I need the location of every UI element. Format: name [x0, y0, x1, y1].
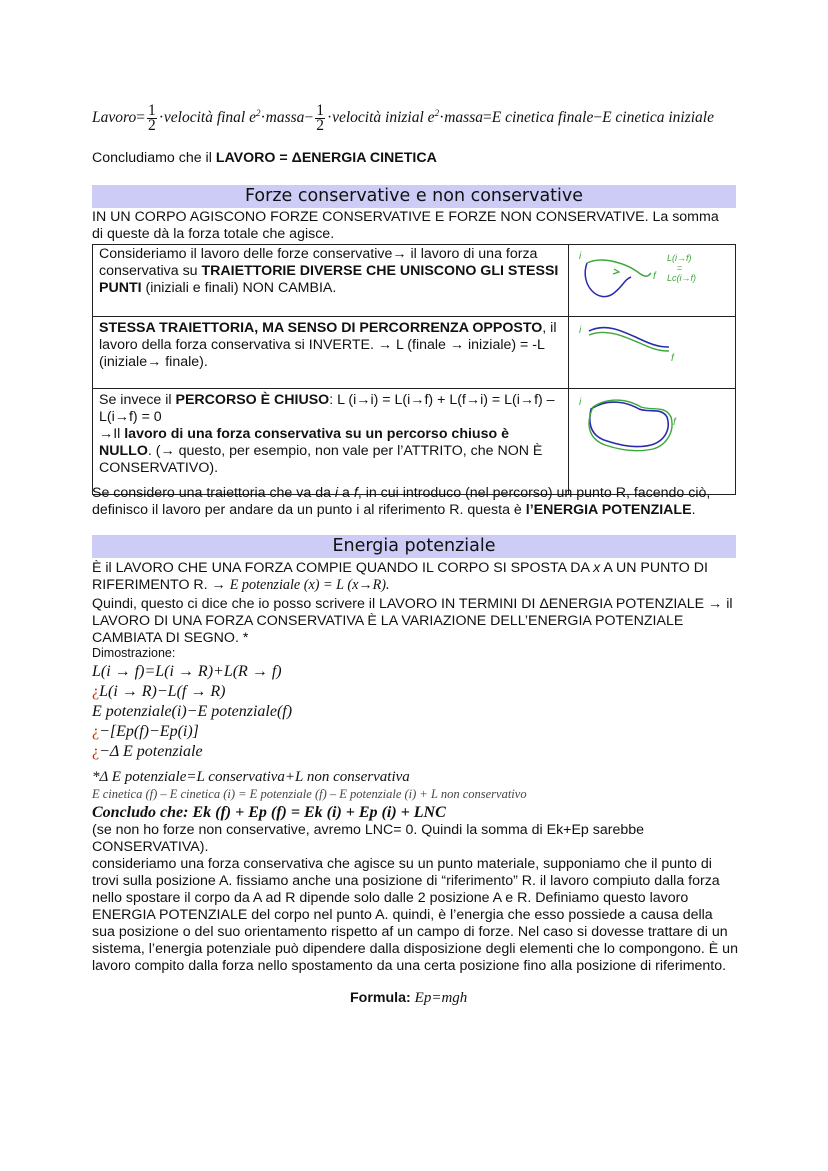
table-row — [93, 317, 736, 389]
formula-label: Formula: — [350, 990, 411, 1006]
dot: · — [326, 109, 333, 127]
demo-label: Dimostrazione: — [92, 646, 176, 660]
sketch-path-green — [589, 332, 669, 351]
row3-bold2: lavoro di una forza conservativa su un percorso chiuso è NULLO — [99, 426, 509, 459]
table-cell-text — [93, 317, 569, 389]
table-cell-sketch — [569, 317, 736, 389]
row3-c: : L (i→i) = L(i→f) + L(f→i) = L(i→f) – L(i→f) = 0 — [99, 392, 555, 425]
demo-pre: ¿ — [92, 743, 100, 760]
demo-pre: ¿ — [92, 683, 100, 700]
after-a: Se considero una traiettoria che va da — [92, 485, 335, 501]
demo-text: L(i → R)−L(f → R) — [99, 683, 226, 700]
table-row — [93, 245, 736, 317]
velocita-iniziale: velocità inizial e — [332, 109, 435, 127]
row1-c: (iniziali e finali) NON CAMBIA. — [141, 280, 337, 296]
demo-text: −[Ep(f)−Ep(i)] — [99, 723, 199, 740]
exp: 2 — [434, 108, 440, 118]
row1-bold: TRAIETTORIE DIVERSE CHE UNISCONO GLI STESSI PUNTI — [99, 263, 559, 296]
sketch-label-i: i — [579, 397, 582, 408]
minus: − — [593, 109, 603, 127]
sketch-opposite-direction — [569, 317, 735, 383]
table-cell-sketch — [569, 245, 736, 317]
after-c: , in cui introduco (nel percorso) un punto R, facendo ciò, definisco il lavoro per andare da un punto i al riferimento R. questa è — [92, 485, 711, 518]
demo-line-4 — [92, 722, 199, 742]
sketch-label-f: f — [653, 271, 656, 282]
forces-table — [92, 244, 736, 495]
frac-den: 2 — [316, 117, 324, 135]
sketch-path-green — [587, 260, 651, 276]
sketch-closed-path — [569, 389, 735, 489]
conclusion-bold: LAVORO = ΔENERGIA CINETICA — [215, 150, 437, 166]
frac-den: 2 — [147, 117, 156, 135]
exp: 2 — [256, 108, 261, 118]
demo-line-5 — [92, 742, 203, 762]
demo-text: −Δ E potenziale — [99, 743, 203, 760]
section-title-forze: Forze conservative e non conservative — [92, 185, 736, 208]
minus: − — [304, 109, 314, 127]
fraction-half — [147, 104, 157, 133]
fraction-half — [315, 104, 325, 133]
demo-text: E potenziale(i)−E potenziale(f) — [92, 703, 293, 720]
frac-num: 1 — [147, 102, 156, 120]
sketch-path-blue — [585, 263, 631, 297]
massa: massa — [265, 109, 305, 127]
p1-x: x — [593, 560, 601, 576]
sketch-eq: = — [677, 263, 683, 273]
arrow-icon — [613, 269, 619, 274]
p1-a: È il LAVORO CHE UNA FORZA COMPIE QUANDO IL CORPO SI SPOSTA DA — [92, 560, 594, 576]
table-cell-text — [93, 389, 569, 495]
row3-f: . (→ questo, per esempio, non vale per l’ATTRITO, che NON È CONSERVATIVO). — [99, 443, 543, 476]
dot: · — [439, 109, 445, 127]
frac-num: 1 — [316, 102, 324, 120]
row2-b: , il lavoro della forza conservativa si INVERTE. → L (finale → iniziale) = -L (iniziale→ finale). — [99, 320, 557, 370]
demo-line-3 — [92, 702, 292, 722]
demo-line-1 — [92, 662, 282, 682]
sketch-label-f: f — [671, 353, 674, 364]
after-i: i — [334, 485, 339, 501]
eq-sign: = — [136, 109, 145, 127]
ec-iniziale: E cinetica iniziale — [602, 109, 714, 127]
note-lnc: (se non ho forze non conservative, avremo LNC= 0. Quindi la somma di Ek+Ep sarebbe CONSERVATIVA). — [92, 822, 645, 855]
energia-potenziale-intro — [92, 485, 736, 519]
dot: · — [260, 109, 266, 127]
table-cell-text — [93, 245, 569, 317]
table-cell-sketch — [569, 389, 736, 495]
conclusion-line — [92, 150, 437, 167]
demo-pre: ¿ — [92, 723, 100, 740]
dot: · — [158, 109, 164, 127]
formula-ep: Ep=mgh — [414, 990, 468, 1006]
sketch-l2: Lc(i→f) — [667, 273, 696, 283]
sketch-label-f: f — [673, 417, 676, 428]
formula-lavoro — [92, 96, 772, 135]
ec-finale: E cinetica finale — [491, 109, 594, 127]
eq-sign: = — [483, 109, 492, 127]
sketch-different-paths — [569, 245, 735, 311]
formula-lavoro-label: Lavoro — [92, 109, 137, 127]
formula-line — [350, 989, 467, 1007]
section-title-energia: Energia potenziale — [92, 535, 736, 558]
sketch-l1: L(i→f) — [667, 253, 692, 263]
star-formula: *Δ E potenziale=L conservativa+L non conservativa — [92, 769, 410, 785]
massa: massa — [444, 109, 483, 127]
row2-bold: STESSA TRAIETTORIA, MA SENSO DI PERCORRENZA OPPOSTO — [99, 320, 543, 336]
sketch-label-i: i — [579, 325, 582, 336]
after-end: . — [691, 502, 696, 518]
after-b: a — [338, 485, 354, 501]
sketch-path-blue — [589, 328, 669, 347]
section2-p1 — [92, 560, 736, 594]
demo-text: L(i → f)=L(i → R)+L(R → f) — [92, 663, 282, 680]
after-f: f — [353, 485, 358, 501]
p1-formula: E potenziale (x) = L (x→R). — [229, 577, 390, 593]
row3-d: →Il — [99, 426, 125, 442]
section1-intro: IN UN CORPO AGISCONO FORZE CONSERVATIVE E FORZE NON CONSERVATIVE. La somma di queste dà la forza totale che agisce. — [92, 209, 719, 242]
section2-p2: Quindi, questo ci dice che io posso scrivere il LAVORO IN TERMINI DI ΔENERGIA POTENZIALE → il LAVORO DI UNA FORZA CONSERVATIVA È LA VARIAZIONE DELL’ENERGIA POTENZIALE CAMBIATA DI SEGNO. * — [92, 596, 733, 646]
p1-b: A UN PUNTO DI RIFERIMENTO R. → — [92, 560, 708, 593]
row3-bold: PERCORSO È CHIUSO — [175, 392, 330, 408]
after-bold: l’ENERGIA POTENZIALE — [525, 502, 692, 518]
velocita-finale: velocità final e — [163, 109, 256, 127]
sketch-loop-green — [589, 400, 672, 451]
main-paragraph: consideriamo una forza conservativa che agisce su un punto materiale, supponiamo che il punto di trovi sulla posizione A. fissiamo anche una posizione di “riferimento” R. il lavoro compiuto dalla forza nello spostare il corpo da A ad R dipende solo dalle 2 posizione A e R. Definiamo questo lavoro ENERGIA POTENZIALE del corpo nel punto A. quindi, è l’energia che esso possiede a causa della sua posizione o del suo orientamento rispetto af un campo di forze. Nel caso si dovesse trattare di un sistema, l’energia potenziale può dipendere dalla disposizione degli elementi che lo compongono. È un lavoro compito dalla forza nello spostamento da una certa posizione fino alla posizione di riferimento. — [92, 856, 738, 974]
row1-a: Consideriamo il lavoro delle forze conservative→ il lavoro di una forza conservativa su — [99, 246, 538, 279]
conclusion-prefix: Concludiamo che il — [92, 150, 216, 166]
table-row — [93, 389, 736, 495]
small-formula: E cinetica (f) – E cinetica (i) = E potenziale (f) – E potenziale (i) + L non conservativo — [92, 787, 527, 801]
concludo-formula: Concludo che: Ek (f) + Ep (f) = Ek (i) + Ep (i) + LNC — [92, 804, 446, 821]
row3-a: Se invece il — [99, 392, 176, 408]
demo-line-2 — [92, 682, 225, 702]
sketch-label-i: i — [579, 251, 582, 262]
